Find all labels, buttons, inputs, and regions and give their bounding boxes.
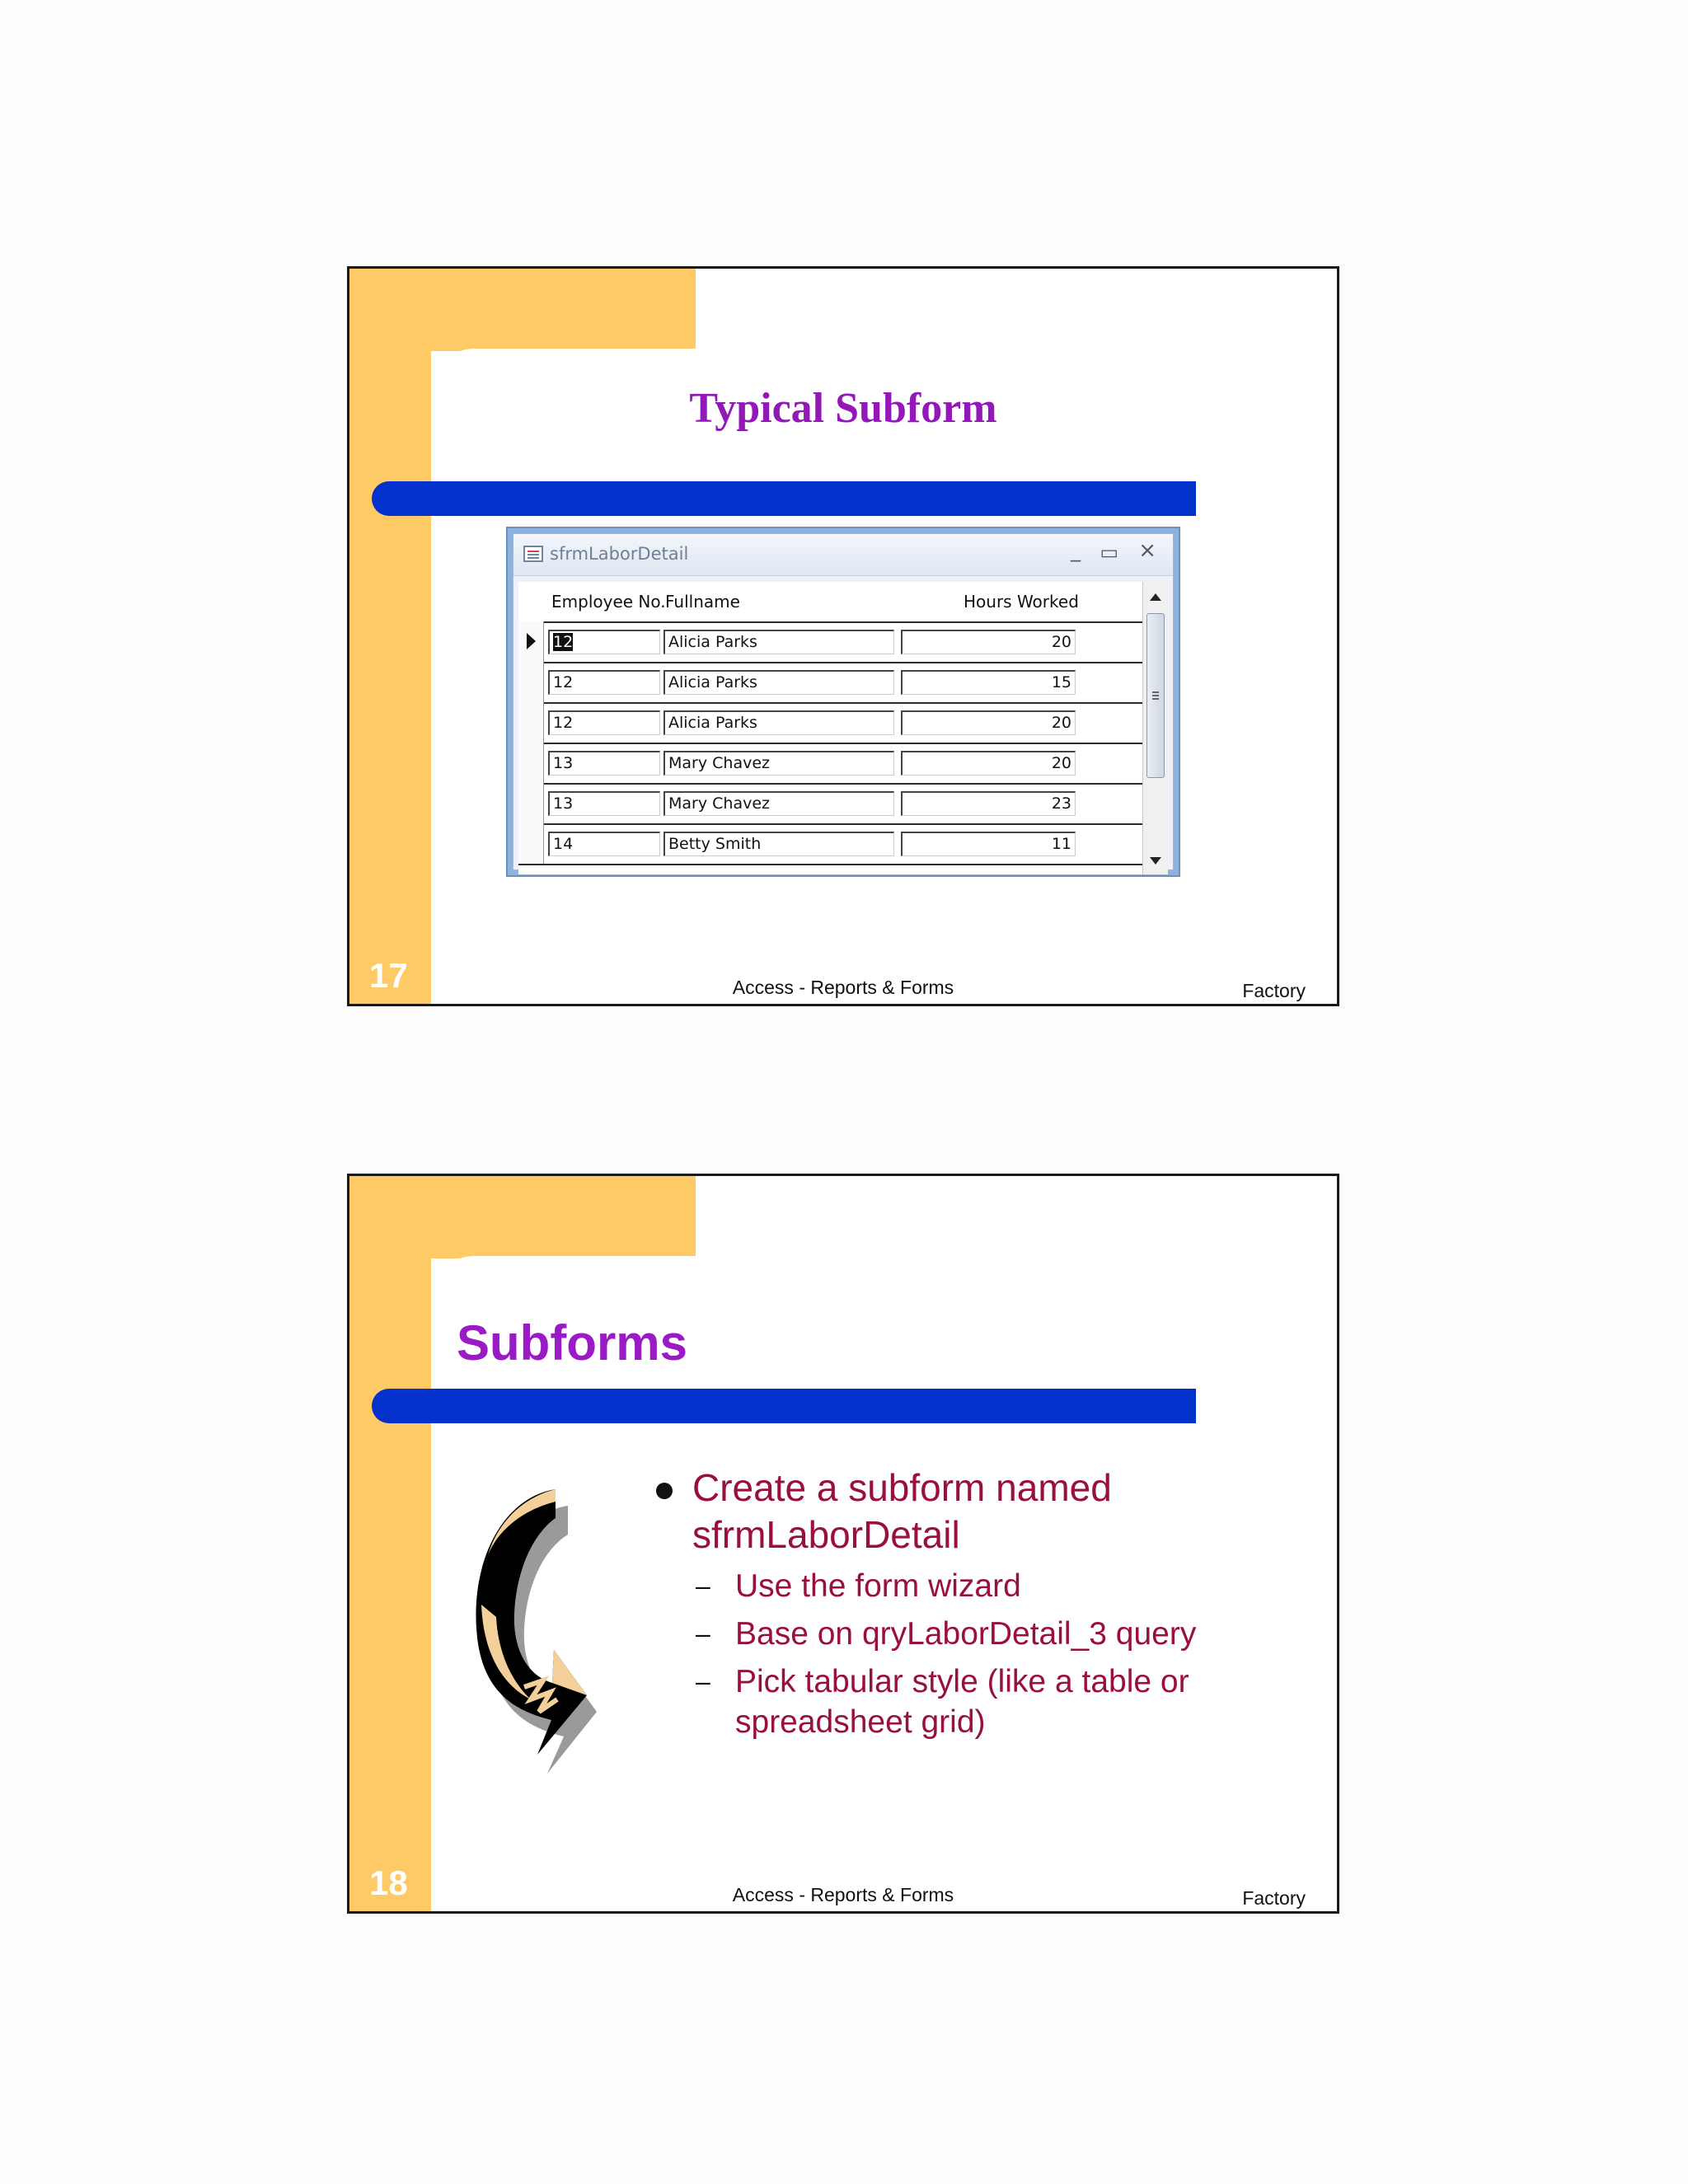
record-selector[interactable] [518,662,544,702]
bullet-list [654,1465,1297,1742]
sub-bullet-text: Base on qryLaborDetail_3 query [735,1616,1197,1652]
slide-number: 18 [369,1863,408,1902]
record-selector[interactable] [518,621,544,662]
sub-bullet-item [654,1614,1297,1654]
employee-no-field[interactable]: 13 [548,751,660,776]
scroll-down-arrow-icon[interactable] [1150,857,1161,865]
grid-header [518,582,1145,623]
fullname-field[interactable]: Alicia Parks [663,630,894,654]
table-row[interactable] [518,783,1145,825]
subform-window [506,527,1180,877]
footer-title: Access - Reports & Forms [732,977,954,998]
slide-18 [347,1174,1339,1914]
bullet-dot-icon [656,1483,673,1499]
hours-worked-field[interactable]: 20 [901,630,1076,654]
sub-bullet-text: Pick tabular style (like a table or spreadsheet grid) [735,1664,1189,1740]
minimize-icon[interactable]: _ [1071,539,1081,562]
vertical-scrollbar[interactable] [1142,582,1168,874]
decor-side-band [349,269,431,1004]
footer-brand: Factory [1242,1887,1306,1909]
employee-no-field[interactable]: 14 [548,832,660,856]
hours-worked-field[interactable]: 23 [901,791,1076,816]
slide-17 [347,266,1339,1006]
table-row[interactable] [518,621,1145,663]
maximize-icon[interactable]: ▭ [1100,541,1118,564]
slide-number: 17 [369,956,408,995]
record-selector[interactable] [518,823,544,864]
slide-title: Typical Subform [689,385,997,432]
record-selector[interactable] [518,702,544,743]
window-titlebar[interactable] [513,534,1173,576]
scroll-thumb[interactable] [1146,613,1165,778]
current-record-arrow-icon [527,633,536,649]
column-header-fullname: Fullname [665,592,740,612]
close-icon[interactable]: × [1138,538,1156,563]
footer-brand: Factory [1242,980,1306,1001]
employee-no-field[interactable]: 12 [548,670,660,695]
table-row[interactable] [518,662,1145,704]
sub-bullet-text: Use the form wizard [735,1568,1021,1604]
table-row[interactable] [518,702,1145,744]
dash-icon: – [696,1619,710,1648]
hours-worked-field[interactable]: 20 [901,710,1076,735]
fullname-field[interactable]: Mary Chavez [663,791,894,816]
curved-arrow-clipart-icon [465,1465,630,1778]
scroll-up-arrow-icon[interactable] [1150,593,1161,601]
decor-side-band [349,1176,431,1911]
employee-no-field[interactable]: 13 [548,791,660,816]
record-selector[interactable] [518,783,544,823]
record-selector[interactable] [518,743,544,783]
hours-worked-field[interactable]: 15 [901,670,1076,695]
hours-worked-field[interactable]: 20 [901,751,1076,776]
sub-bullet-item [654,1566,1297,1606]
dash-icon: – [696,1666,710,1696]
table-row[interactable] [518,743,1145,785]
fullname-field[interactable]: Alicia Parks [663,670,894,695]
hours-worked-field[interactable]: 11 [901,832,1076,856]
sub-bullet-item [654,1661,1297,1742]
fullname-field[interactable]: Alicia Parks [663,710,894,735]
bullet-item [654,1465,1297,1558]
column-header-hours-worked: Hours Worked [964,592,1079,612]
table-row[interactable] [518,823,1145,865]
form-icon [523,546,543,562]
employee-no-field[interactable]: 12 [548,710,660,735]
fullname-field[interactable]: Betty Smith [663,832,894,856]
datasheet-grid [518,582,1145,874]
title-underline-bar [372,1389,1196,1423]
column-header-employee-no: Employee No. [551,592,666,612]
slide-title: Subforms [457,1315,688,1371]
footer-title: Access - Reports & Forms [732,1884,954,1905]
employee-no-field[interactable]: 12 [548,630,660,654]
dash-icon: – [696,1571,710,1601]
bullet-text: Create a subform named sfrmLaborDetail [692,1466,1112,1556]
window-title: sfrmLaborDetail [550,544,689,564]
fullname-field[interactable]: Mary Chavez [663,751,894,776]
title-underline-bar [372,481,1196,516]
window-frame [513,533,1174,870]
